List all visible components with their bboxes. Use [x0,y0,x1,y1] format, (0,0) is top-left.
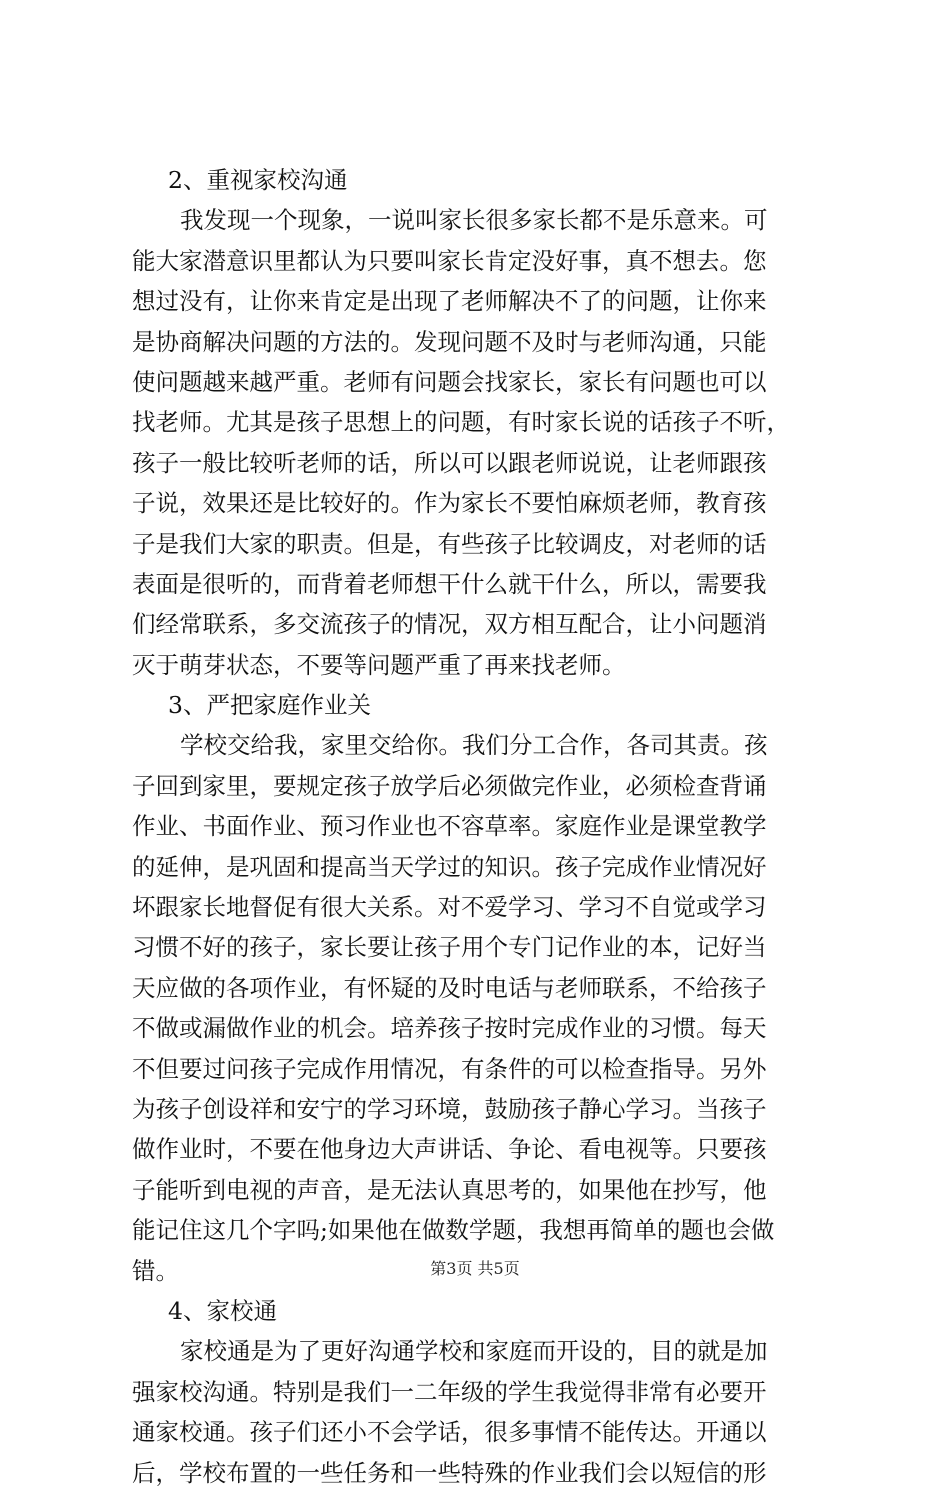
paragraph-line: 找老师。尤其是孩子思想上的问题，有时家长说的话孩子不听， [132,408,790,437]
paragraph-line: 不做或漏做作业的机会。培养孩子按时完成作业的习惯。每天 [132,1014,767,1043]
paragraph-line: 作业、书面作业、预习作业也不容草率。家庭作业是课堂教学 [132,812,767,841]
paragraph-line: 孩子一般比较听老师的话，所以可以跟老师说说，让老师跟孩 [132,448,767,477]
paragraph-line: 错。 [132,1256,179,1285]
document-body [132,160,832,1493]
page-footer: 第3页 共5页 [430,1259,520,1278]
paragraph-line: 子是我们大家的职责。但是，有些孩子比较调皮，对老师的话 [132,529,767,558]
paragraph-line: 们经常联系，多交流孩子的情况，双方相互配合，让小问题消 [132,610,767,639]
paragraph-line: 灭于萌芽状态，不要等问题严重了再来找老师。 [132,650,626,679]
paragraph-line: 学校交给我，家里交给你。我们分工合作，各司其责。孩 [180,731,768,760]
paragraph-line: 为孩子创设祥和安宁的学习环境，鼓励孩子静心学习。当孩子 [132,1094,767,1123]
paragraph-line: 通家校通。孩子们还小不会学话，很多事情不能传达。开通以 [132,1418,767,1447]
section-heading: 3、严把家庭作业关 [168,691,371,720]
paragraph-line: 子能听到电视的声音，是无法认真思考的，如果他在抄写，他 [132,1175,767,1204]
paragraph-line: 能大家潜意识里都认为只要叫家长肯定没好事，真不想去。您 [132,246,767,275]
paragraph-line: 的延伸，是巩固和提高当天学过的知识。孩子完成作业情况好 [132,852,767,881]
paragraph-line: 不但要过问孩子完成作用情况，有条件的可以检查指导。另外 [132,1054,767,1083]
section-heading: 2、重视家校沟通 [168,166,348,194]
paragraph-line: 天应做的各项作业，有怀疑的及时电话与老师联系，不给孩子 [132,973,767,1002]
paragraph-line: 坏跟家长地督促有很大关系。对不爱学习、学习不自觉或学习 [132,893,767,922]
paragraph-line: 使问题越来越严重。老师有问题会找家长，家长有问题也可以 [132,367,767,396]
paragraph-line: 家校通是为了更好沟通学校和家庭而开设的，目的就是加 [180,1337,768,1366]
paragraph-line: 是协商解决问题的方法的。发现问题不及时与老师沟通，只能 [132,327,767,356]
paragraph-line: 子回到家里，要规定孩子放学后必须做完作业，必须检查背诵 [132,771,767,800]
paragraph-line: 做作业时，不要在他身边大声讲话、争论、看电视等。只要孩 [132,1135,767,1164]
paragraph-line: 我发现一个现象，一说叫家长很多家长都不是乐意来。可 [180,206,768,235]
paragraph-line: 强家校沟通。特别是我们一二年级的学生我觉得非常有必要开 [132,1377,767,1406]
paragraph-line: 表面是很听的，而背着老师想干什么就干什么，所以，需要我 [132,569,767,598]
paragraph-line: 能记住这几个字吗;如果他在做数学题，我想再简单的题也会做 [132,1216,775,1245]
paragraph-line: 习惯不好的孩子，家长要让孩子用个专门记作业的本，记好当 [132,933,767,962]
paragraph-line: 子说，效果还是比较好的。作为家长不要怕麻烦老师，教育孩 [132,489,767,518]
paragraph-line: 后，学校布置的一些任务和一些特殊的作业我们会以短信的形 [132,1458,767,1487]
paragraph-line: 想过没有，让你来肯定是出现了老师解决不了的问题，让你来 [132,287,767,316]
section-heading: 4、家校通 [168,1296,277,1325]
